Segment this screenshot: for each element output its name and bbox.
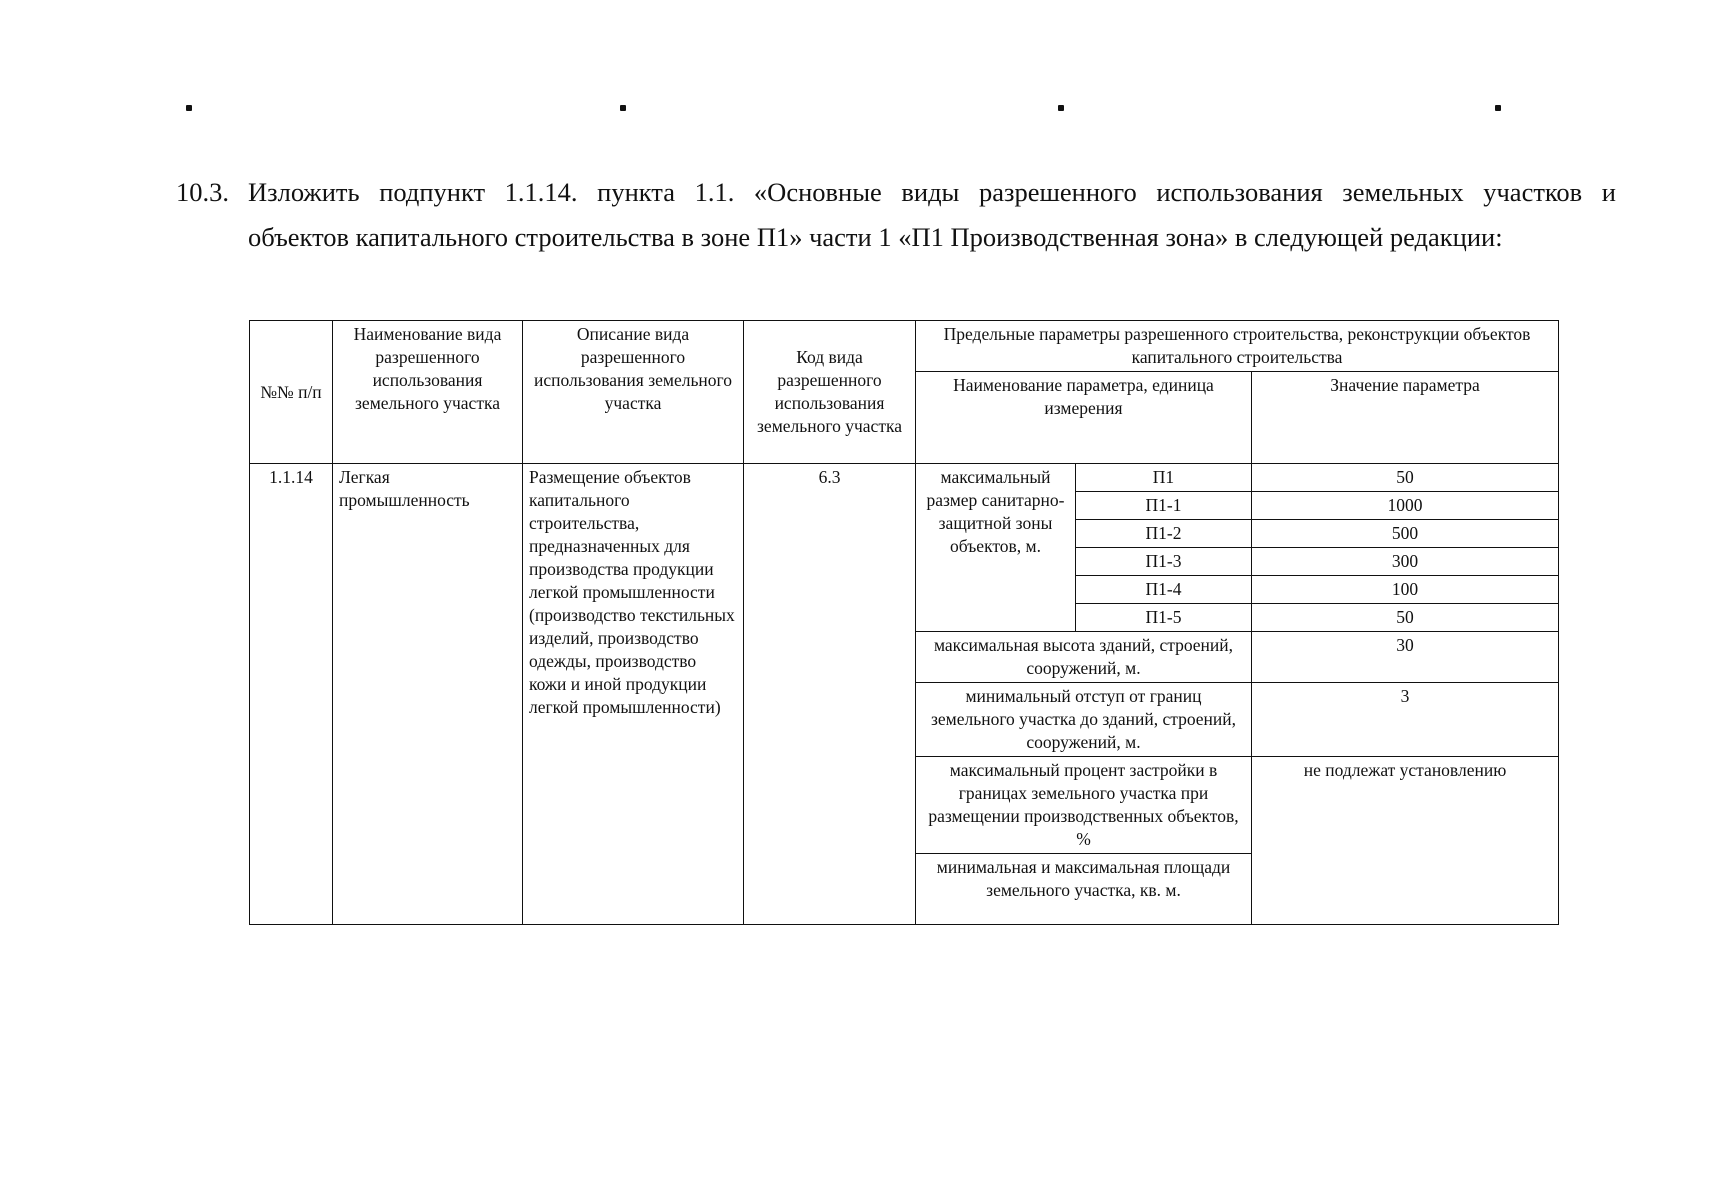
zone-value: 1000 bbox=[1252, 492, 1559, 520]
sanitary-zone-label: максимальный размер санитарно-защитной зоны объектов, м. bbox=[916, 464, 1076, 632]
zone-value: 300 bbox=[1252, 548, 1559, 576]
paragraph-line-2: объектов капитального строительства в зоне П1» части 1 «П1 Производственная зона» в следующей редакции: bbox=[248, 222, 1503, 252]
zone-name: П1-2 bbox=[1076, 520, 1252, 548]
scan-dot bbox=[186, 105, 192, 111]
paragraph-line-1: Изложить подпункт 1.1.14. пункта 1.1. «Основные виды разрешенного использования земельных участков и bbox=[248, 177, 1616, 207]
header-code: Код вида разрешенного использования земельного участка bbox=[744, 321, 916, 464]
param-value: 30 bbox=[1252, 632, 1559, 683]
amendment-paragraph bbox=[176, 170, 1616, 260]
header-param-value: Значение параметра bbox=[1252, 372, 1559, 464]
header-num: №№ п/п bbox=[250, 321, 333, 464]
param-name: минимальная и максимальная площади земельного участка, кв. м. bbox=[916, 854, 1252, 925]
param-name: максимальная высота зданий, строений, сооружений, м. bbox=[916, 632, 1252, 683]
row-description: Размещение объектов капитального строительства, предназначенных для производства продукции легкой промышленности (производство текстильных изделий, производство одежды, производство кожи и иной продукции легкой промышленности) bbox=[523, 464, 744, 925]
zone-value: 500 bbox=[1252, 520, 1559, 548]
scan-dot bbox=[1058, 105, 1064, 111]
param-name: минимальный отступ от границ земельного участка до зданий, строений, сооружений, м. bbox=[916, 683, 1252, 757]
zone-name: П1-3 bbox=[1076, 548, 1252, 576]
row-num: 1.1.14 bbox=[250, 464, 333, 925]
header-limits: Предельные параметры разрешенного строительства, реконструкции объектов капитального строительства bbox=[916, 321, 1559, 372]
zone-value: 100 bbox=[1252, 576, 1559, 604]
header-param-name: Наименование параметра, единица измерения bbox=[916, 372, 1252, 464]
param-value: не подлежат установлению bbox=[1252, 757, 1559, 925]
row-code: 6.3 bbox=[744, 464, 916, 925]
row-name: Легкая промышленность bbox=[333, 464, 523, 925]
zone-value: 50 bbox=[1252, 604, 1559, 632]
zone-name: П1-1 bbox=[1076, 492, 1252, 520]
zone-value: 50 bbox=[1252, 464, 1559, 492]
header-description: Описание вида разрешенного использования земельного участка bbox=[523, 321, 744, 464]
zone-name: П1-4 bbox=[1076, 576, 1252, 604]
scan-dot bbox=[1495, 105, 1501, 111]
scan-dot bbox=[620, 105, 626, 111]
zone-name: П1-5 bbox=[1076, 604, 1252, 632]
param-value: 3 bbox=[1252, 683, 1559, 757]
land-use-table bbox=[249, 320, 1559, 925]
header-name: Наименование вида разрешенного использования земельного участка bbox=[333, 321, 523, 464]
param-name: максимальный процент застройки в границах земельного участка при размещении производственных объектов, % bbox=[916, 757, 1252, 854]
zone-name: П1 bbox=[1076, 464, 1252, 492]
paragraph-number: 10.3. bbox=[176, 177, 229, 207]
